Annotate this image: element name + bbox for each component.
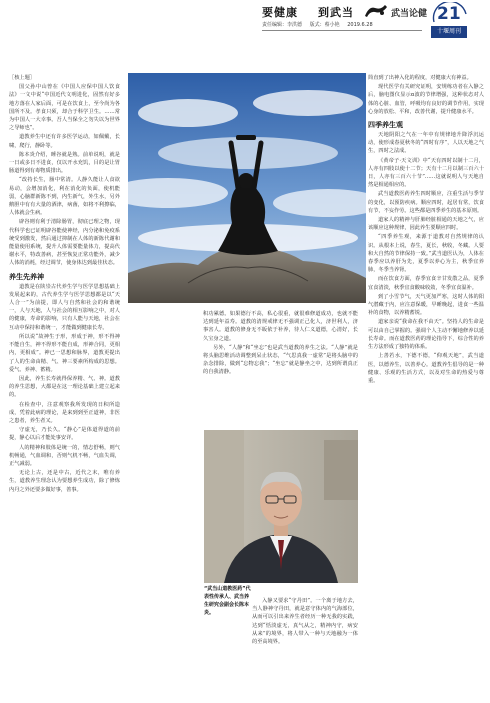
section-heading: 四季养生观 (368, 121, 403, 130)
paragraph: 积功累德。如果德行不高，私心很重，就很难修道成功，也就不能达到延年益寿。道教的清规戒律无不强调正己化人，济世利人，济事害人。道教的修身无不皈依于补养，待人仁义道德，心清好，长久宝身之道。 (203, 311, 358, 342)
paragraph: 无论上古，还是中古，近代之末，唯有养生，道教养生理念认为要想养生成功，除了修炼内丹之外还要多做好事，善事。 (9, 470, 120, 493)
paragraph: 现代医学有关研究证明，安规练功者在入静之后，脑电图仪显示α波的节律增强，这种状态对人体的心脏、血管，呼吸均有良好的调节作用，实现心身的放松、平和，改善代谢，提升健康水平。 (368, 84, 484, 115)
paragraph: 而在饮食方面，春季宜食辛甘发散之品，夏季宜食清淡，秋季宜食酸味收敛，冬季宜食温补。 (368, 276, 484, 291)
paragraph: 道教是在陕崇古代养生学与医学思想基础上发展起来的，古代养生学与医学思想都是以“天人合一”为前提，即人与自然和社会的和谐统一，人与天地，人与社会的相互影响之中，对人的健康，寿命的影响，只有人能与天地，社会在互动中保持和谐统一，才能做到健康长寿。 (9, 283, 120, 331)
paragraph: 因此，养生长寿就得保养精、气、神。道教的养生思想，大都是在这一理论基础上建立起来的。 (9, 375, 120, 399)
paragraph: “改持长生，肠中常清。人静久能让人食欲易动，会增加消化，利在消化的负面，使机能弱，心脑群新陈不到，内生新气，外生水，另外鹅胆中有有大量的酒津，病菌，如将不利擦临，人体就会生病。 (9, 177, 120, 217)
article-column-left (9, 74, 120, 694)
page-number: 21 (437, 4, 461, 24)
paragraph: 辟谷则有利于清除肠胃，彻底已理之物，现代科学也已证明辟谷能使神经，内分泌和免疫系统受到激发，然后通过抑制在人体的新陈代谢和能量使用系统，提升人体需要能量体力，提高代谢水平，特改善病，甚至恢复正常功能外，减少人体的消耗，经过调节，使身体达到最佳状态。 (9, 219, 120, 267)
paragraph: 武当道教医药养生四时顺应，注重生活与季节的变化，以预防疾病。顺应四时，起居有常，饮食有节，不妄作劳。这些都是四季养生的基本原则。 (368, 191, 484, 214)
paragraph: 另外，“人静”和“坐忘”也是武当道教的养生之法。“人静”就是将头脑思维活动调整到呆止状态，“气思真我一虚常”是将头脑中的杂念排除，做到“忘物忘我”；“坐忘”就是静坐之中，达到所谓真正的自我清静。 (203, 344, 358, 376)
portrait-image (204, 430, 358, 583)
paragraph: 道家亲说“我命在我不由天”。坚持人的生命是可以由自己掌握的。强调个人主动不懈地修养以延长寿命。而在道教医药的理论指导下，综合性的养生方法形成了独特的体系。 (368, 319, 484, 351)
paragraph: 入静又要求“守丹田”。一个离于地方去，当人静神守丹田，就是意守体内的气海部位，从而可以引出来养生者经历一种无我的实践，达到“恬淡虚无，真气从之，精神内守，病安从来”的境界，将人带入一种与天地融为一体的至高境界。 (252, 598, 358, 646)
paragraph: 道教养生中还有许多医学运动，如佩戴，长啸，爬行，静卧等。 (9, 134, 120, 149)
issue-date: 2019.6.28 (347, 22, 373, 28)
portrait-photo (204, 430, 358, 583)
paragraph: 陈本炎介绍，睡谷就是熟。前单说明，就是一日或多日不进食，仅以开水充饥，目的是让胃肠道得到有毒物质排出。 (9, 151, 120, 175)
designer-credit: 版式：蔡小艳 (309, 22, 340, 28)
title-left: 要健康 (262, 6, 298, 19)
page-title (262, 4, 354, 20)
paragraph: 守虚无，乃长久。“静心”是体道得道的前提，静心以后才能处事安详。 (9, 427, 120, 442)
paragraph: 天地阴阳之气在一年中有规律地升降浮沉运动，使形成春夏秋冬的“四时有序”，人以天地之气生，四时之法成。 (368, 132, 484, 155)
kicker: ［核上题］ (9, 75, 35, 81)
page-number-block (431, 2, 469, 26)
article-column-middle (203, 310, 358, 430)
paragraph: 在检查中，注意观察我所发现的日积所造成，凭着此病的理论，是来到到至正道神，非医之患者，养生者又。 (9, 401, 120, 424)
paragraph: 到了小雪节气，天气更加严寒，这时人体的阳气潜藏于内，应注意保暖，早睡晚起，进食一些温补的食物，以养精蓄锐。 (368, 293, 484, 317)
header-credits (262, 21, 379, 28)
column-name: 武当论健 (391, 9, 428, 19)
paragraph: 所以说“故神生于形，形成于神，形不得神不能自生，神不得形不能自成，形神合同，更相内，更相成”。神已一思想和脉界，道教更提出了人的生命由精、气、神三要素所构成的思想。爱气、养神、蓄精。 (9, 333, 120, 373)
paragraph: 国父孙中山曾在《中国人应保中国人饮食法》一文中说“中国近代文明进化，固然有好多地方落在人家后面，可是在饮食上，至今尚为各国所不及。孝食只须，却合于科学卫生。……常为中国人一大幸事。吾人当保全之勿失以为世界之导师也”。 (9, 84, 120, 132)
article-column-right (368, 74, 484, 698)
page-header (0, 0, 490, 52)
paragraph: 《黄帝子·天文训》中“天有四时以制十二月，人亦有四肢以使十二节；天有十二月以制三百六十日，人亦有三百六十节”……这就说明人与天地自然是相通相应的。 (368, 157, 484, 189)
paragraph: 简直到了出神入化的程度，对健康大有神益。 (368, 75, 472, 81)
article-column-middle-bottom (252, 597, 358, 697)
brand-logo-icon (363, 2, 389, 19)
section-heading: 养生先养神 (9, 272, 44, 281)
paragraph: 上善若水，下德不德，“仰观天地”，武当道医，以德养生，以善养心。道教养生倡导的是一种健康、乐观的生活方式，以及对生命的热爱与尊重。 (368, 353, 484, 384)
title-right: 到武当 (318, 6, 354, 19)
paragraph: 道家人的精神与肝肺经脏相通的天地之气，应该顺应这种规律，因此养生要顺应四时。 (368, 217, 484, 232)
meditation-scene-image (128, 73, 366, 303)
paragraph: 人的精神和肢体是统一的，情志舒畅，则气机畅通，气血调和，否则气机不畅，气血失调，正气减弱。 (9, 444, 120, 467)
editor-credit: 责任编辑：李洪德 (262, 22, 303, 28)
section-badge: 十堰周刊 (431, 26, 467, 38)
meditation-photo (128, 73, 366, 303)
photo-caption: “武当山道教医药”代表性传承人、武当养生研究会副会长陈本炎。 (204, 586, 251, 616)
header-divider (262, 30, 422, 31)
paragraph: “四季养生观，来源于道教对自然规律的认识。从根本上说，春生，夏长，秋收，冬藏。人要和大自然的节律保持一致。”武当道医认为，人体在春季应以养肝为先，夏季以养心为主，秋季宜养肺，冬季当养肾。 (368, 234, 484, 274)
